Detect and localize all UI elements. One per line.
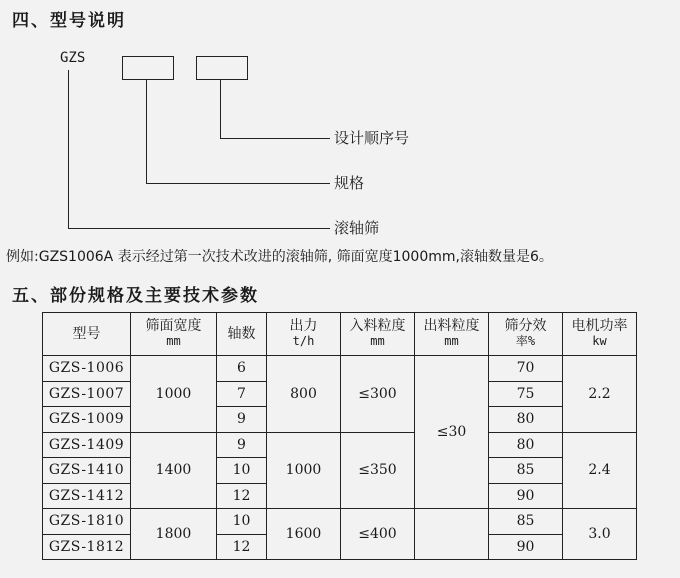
leader-line-spec-horizontal	[146, 183, 330, 184]
cell-shafts: 12	[217, 534, 267, 560]
cell-model: GZS-1812	[43, 534, 131, 560]
header-output: 出力 t/h	[267, 313, 341, 356]
cell-model: GZS-1412	[43, 483, 131, 509]
leader-line-design-seq-vertical	[220, 79, 221, 138]
cell-width: 1800	[131, 509, 217, 560]
cell-output: 1000	[267, 432, 341, 509]
cell-efficiency: 70	[489, 356, 563, 382]
label-product: 滚轴筛	[334, 219, 380, 237]
cell-output: 1600	[267, 509, 341, 560]
model-code-prefix: GZS	[60, 50, 86, 66]
table-row	[43, 356, 637, 382]
header-screen-width: 筛面宽度 mm	[131, 313, 217, 356]
cell-power: 3.0	[563, 509, 637, 560]
cell-discharge-size-empty	[415, 509, 489, 560]
cell-efficiency: 80	[489, 432, 563, 458]
header-motor-power: 电机功率 kw	[563, 313, 637, 356]
design-seq-placeholder-box	[196, 56, 248, 80]
cell-feed-size: ≤350	[341, 432, 415, 509]
leader-line-design-seq-horizontal	[220, 138, 330, 139]
header-shaft-count: 轴数	[217, 313, 267, 356]
cell-efficiency: 85	[489, 509, 563, 535]
example-text: 例如:GZS1006A 表示经过第一次技术改进的滚轴筛, 筛面宽度1000mm,滚轴数量是6。	[6, 249, 553, 265]
cell-width: 1400	[131, 432, 217, 509]
label-design-sequence: 设计顺序号	[334, 129, 410, 147]
cell-discharge-size: ≤30	[415, 356, 489, 509]
table-row	[43, 509, 637, 535]
header-model: 型号	[43, 313, 131, 356]
cell-feed-size: ≤300	[341, 356, 415, 433]
cell-shafts: 9	[217, 407, 267, 433]
spec-placeholder-box	[122, 56, 174, 80]
cell-output: 800	[267, 356, 341, 433]
label-spec: 规格	[334, 174, 365, 192]
header-feed-size: 入料粒度 mm	[341, 313, 415, 356]
spec-table	[42, 312, 637, 560]
cell-shafts: 10	[217, 458, 267, 484]
leader-line-spec-vertical	[146, 79, 147, 183]
cell-efficiency: 85	[489, 458, 563, 484]
leader-line-product-vertical	[68, 70, 69, 228]
section-title-specs: 五、部份规格及主要技术参数	[12, 286, 259, 306]
cell-model: GZS-1410	[43, 458, 131, 484]
cell-model: GZS-1409	[43, 432, 131, 458]
cell-shafts: 7	[217, 381, 267, 407]
cell-shafts: 9	[217, 432, 267, 458]
cell-shafts: 6	[217, 356, 267, 382]
cell-efficiency: 90	[489, 534, 563, 560]
cell-width: 1000	[131, 356, 217, 433]
table-row	[43, 432, 637, 458]
cell-model: GZS-1007	[43, 381, 131, 407]
cell-model: GZS-1810	[43, 509, 131, 535]
section-title-model-description: 四、型号说明	[12, 11, 126, 31]
cell-efficiency: 75	[489, 381, 563, 407]
leader-line-product-horizontal	[68, 228, 330, 229]
header-discharge-size: 出料粒度 mm	[415, 313, 489, 356]
cell-feed-size: ≤400	[341, 509, 415, 560]
cell-power: 2.2	[563, 356, 637, 433]
cell-efficiency: 90	[489, 483, 563, 509]
cell-shafts: 10	[217, 509, 267, 535]
cell-power: 2.4	[563, 432, 637, 509]
cell-model: GZS-1006	[43, 356, 131, 382]
cell-efficiency: 80	[489, 407, 563, 433]
cell-shafts: 12	[217, 483, 267, 509]
table-header-row	[43, 313, 637, 356]
header-efficiency: 筛分效 率%	[489, 313, 563, 356]
cell-model: GZS-1009	[43, 407, 131, 433]
